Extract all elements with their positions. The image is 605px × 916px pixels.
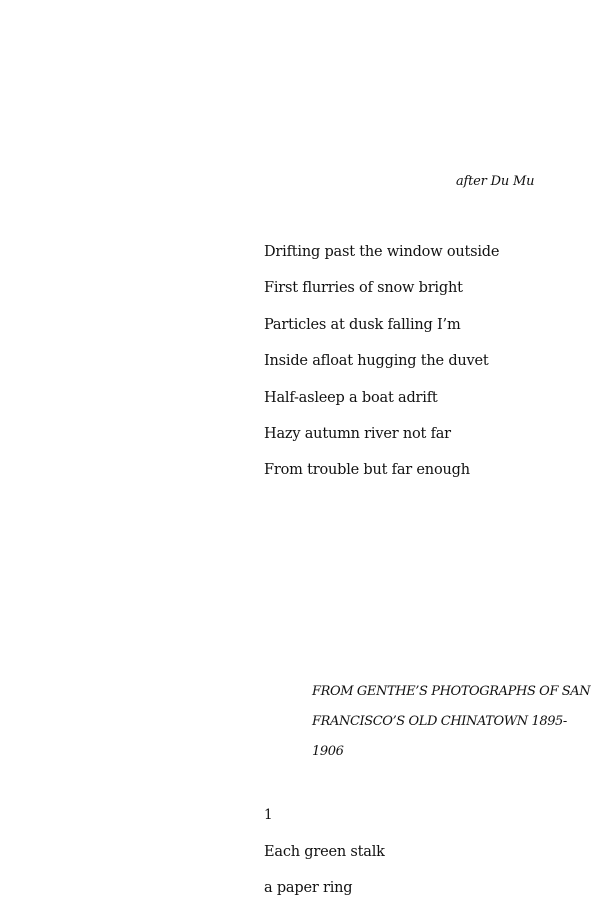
poem-line: Inside afloat hugging the duvet [264, 353, 489, 370]
poem-line: Half-asleep a boat adrift [264, 389, 438, 406]
section-title-line: FROM GENTHE’S PHOTOGRAPHS OF SAN [312, 684, 591, 699]
poem-stanza [264, 243, 499, 498]
poem-line: a paper ring [264, 880, 353, 897]
part-stanza [264, 843, 385, 916]
poem-line: Each green stalk [264, 844, 385, 860]
poem-line: First flurries of snow bright [264, 280, 463, 297]
part-number: 1 [264, 807, 273, 823]
poem-line: Hazy autumn river not far [264, 425, 451, 442]
poem-line: From trouble but far enough [264, 462, 470, 479]
section-title [312, 677, 597, 767]
poem-line: Drifting past the window outside [264, 244, 500, 260]
section-title-line: FRANCISCO’S OLD CHINATOWN 1895- [312, 714, 567, 729]
epigraph: after Du Mu [456, 174, 535, 189]
poem-line: Particles at dusk falling I’m [264, 316, 461, 333]
section-title-line: 1906 [312, 744, 344, 759]
